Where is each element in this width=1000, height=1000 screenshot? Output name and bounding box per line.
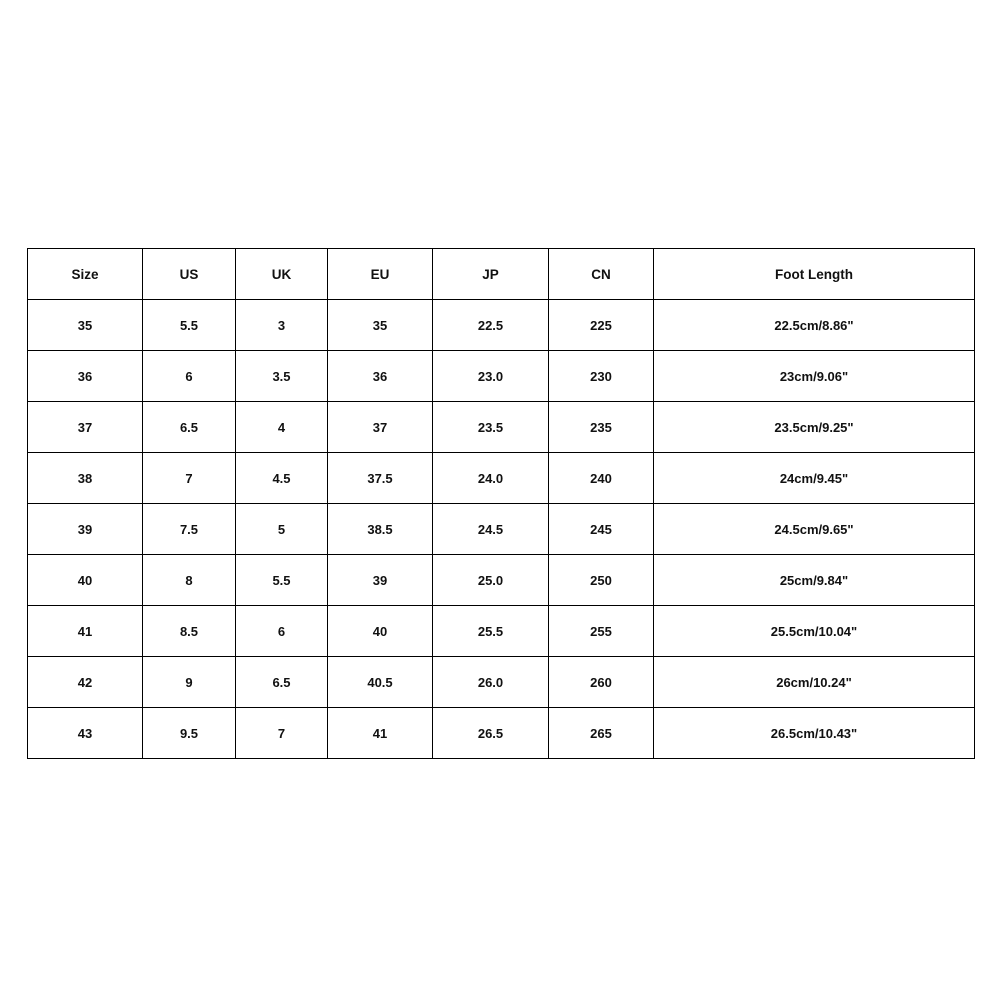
cell-us: 6.5 — [143, 402, 236, 453]
table-row — [28, 504, 975, 555]
cell-size: 38 — [28, 453, 143, 504]
column-header-foot-length: Foot Length — [654, 249, 975, 300]
cell-size: 43 — [28, 708, 143, 759]
cell-jp: 25.5 — [433, 606, 549, 657]
cell-foot-length: 22.5cm/8.86" — [654, 300, 975, 351]
table-body — [28, 300, 975, 759]
cell-us: 7 — [143, 453, 236, 504]
cell-jp: 23.5 — [433, 402, 549, 453]
table-row — [28, 402, 975, 453]
cell-cn: 245 — [549, 504, 654, 555]
column-header-eu: EU — [328, 249, 433, 300]
cell-cn: 250 — [549, 555, 654, 606]
cell-jp: 24.5 — [433, 504, 549, 555]
cell-cn: 225 — [549, 300, 654, 351]
cell-eu: 35 — [328, 300, 433, 351]
cell-us: 5.5 — [143, 300, 236, 351]
cell-eu: 40.5 — [328, 657, 433, 708]
cell-jp: 24.0 — [433, 453, 549, 504]
cell-uk: 6.5 — [236, 657, 328, 708]
cell-jp: 22.5 — [433, 300, 549, 351]
cell-size: 42 — [28, 657, 143, 708]
cell-foot-length: 26cm/10.24" — [654, 657, 975, 708]
cell-size: 37 — [28, 402, 143, 453]
cell-jp: 26.0 — [433, 657, 549, 708]
cell-cn: 230 — [549, 351, 654, 402]
cell-uk: 7 — [236, 708, 328, 759]
table-row — [28, 708, 975, 759]
cell-eu: 41 — [328, 708, 433, 759]
cell-us: 8.5 — [143, 606, 236, 657]
table-header — [28, 249, 975, 300]
cell-foot-length: 25cm/9.84" — [654, 555, 975, 606]
cell-foot-length: 23cm/9.06" — [654, 351, 975, 402]
table-row — [28, 453, 975, 504]
column-header-uk: UK — [236, 249, 328, 300]
cell-us: 8 — [143, 555, 236, 606]
table-header-row — [28, 249, 975, 300]
cell-eu: 36 — [328, 351, 433, 402]
cell-eu: 37.5 — [328, 453, 433, 504]
cell-size: 39 — [28, 504, 143, 555]
cell-foot-length: 23.5cm/9.25" — [654, 402, 975, 453]
cell-eu: 40 — [328, 606, 433, 657]
cell-foot-length: 25.5cm/10.04" — [654, 606, 975, 657]
cell-us: 6 — [143, 351, 236, 402]
cell-cn: 235 — [549, 402, 654, 453]
size-chart-container — [27, 248, 974, 759]
cell-size: 35 — [28, 300, 143, 351]
cell-foot-length: 24.5cm/9.65" — [654, 504, 975, 555]
cell-foot-length: 24cm/9.45" — [654, 453, 975, 504]
cell-uk: 6 — [236, 606, 328, 657]
cell-uk: 4 — [236, 402, 328, 453]
cell-uk: 4.5 — [236, 453, 328, 504]
column-header-cn: CN — [549, 249, 654, 300]
table-row — [28, 657, 975, 708]
cell-jp: 26.5 — [433, 708, 549, 759]
cell-uk: 3 — [236, 300, 328, 351]
cell-size: 40 — [28, 555, 143, 606]
column-header-jp: JP — [433, 249, 549, 300]
size-conversion-table — [27, 248, 975, 759]
cell-jp: 23.0 — [433, 351, 549, 402]
table-row — [28, 606, 975, 657]
cell-eu: 37 — [328, 402, 433, 453]
cell-cn: 255 — [549, 606, 654, 657]
column-header-us: US — [143, 249, 236, 300]
cell-cn: 260 — [549, 657, 654, 708]
table-row — [28, 555, 975, 606]
cell-us: 9.5 — [143, 708, 236, 759]
cell-size: 36 — [28, 351, 143, 402]
cell-us: 7.5 — [143, 504, 236, 555]
cell-uk: 5.5 — [236, 555, 328, 606]
cell-size: 41 — [28, 606, 143, 657]
cell-foot-length: 26.5cm/10.43" — [654, 708, 975, 759]
cell-eu: 39 — [328, 555, 433, 606]
cell-cn: 265 — [549, 708, 654, 759]
cell-uk: 3.5 — [236, 351, 328, 402]
column-header-size: Size — [28, 249, 143, 300]
cell-uk: 5 — [236, 504, 328, 555]
table-row — [28, 351, 975, 402]
cell-eu: 38.5 — [328, 504, 433, 555]
cell-jp: 25.0 — [433, 555, 549, 606]
cell-cn: 240 — [549, 453, 654, 504]
table-row — [28, 300, 975, 351]
cell-us: 9 — [143, 657, 236, 708]
